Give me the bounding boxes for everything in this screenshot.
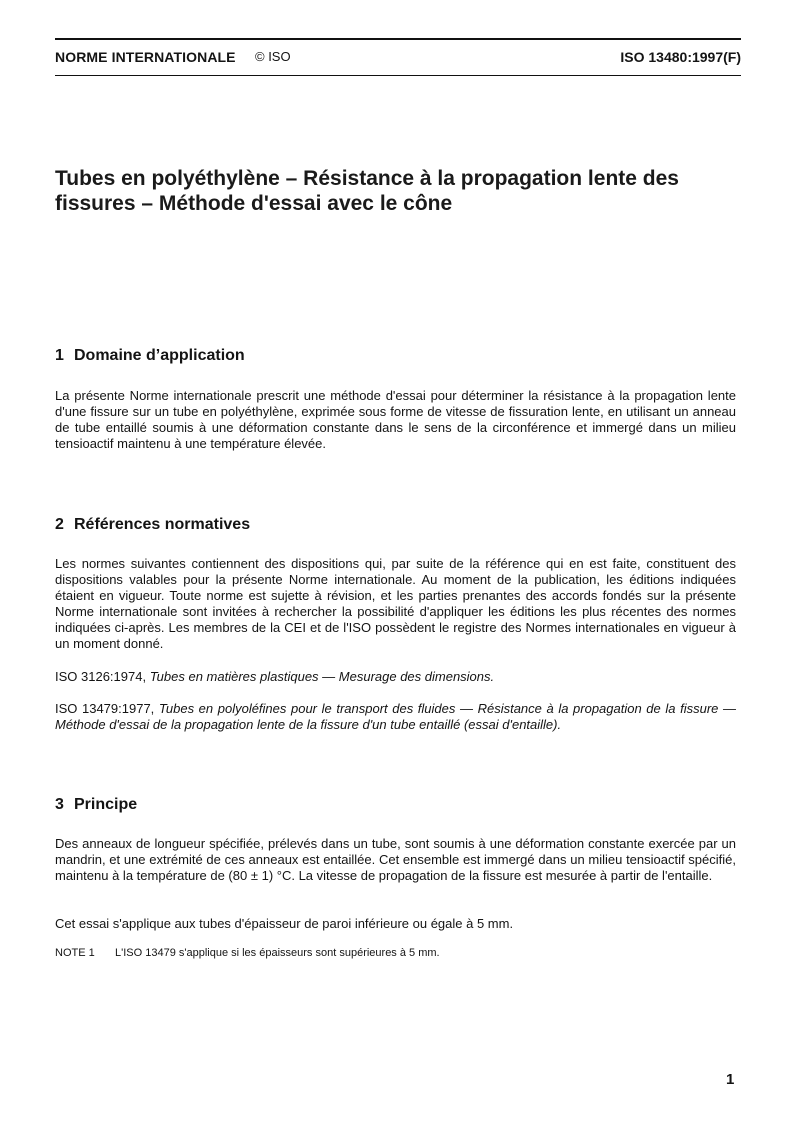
header-document-type: NORME INTERNATIONALE [55,49,236,65]
note-label: NOTE 1 [55,947,95,959]
section-2-heading [55,516,250,534]
page-number: 1 [726,1071,735,1088]
section-number: 3 [55,796,64,813]
section-number: 1 [55,347,64,364]
section-title: Principe [74,796,138,813]
reference-title: Tubes en polyoléfines pour le transport des fluides — Résistance à la propagation de la fissure — Méthode d'essai de la propagation lente de la fissure d'un tube entaillé (essai d'entaille). [55,701,736,732]
section-3-paragraph: Des anneaux de longueur spécifiée, prélevés dans un tube, sont soumis à une déformation constante exercée par un mandrin, et une extrémité de ces anneaux est entaillée. Cet ensemble est immergé dans un milieu tensioactif spécifié, maintenu à la température de (80 ± 1) °C. La vitesse de propagation de la fissure est mesurée à partir de l'entaille. [55,836,736,883]
section-title: Références normatives [74,516,251,533]
section-title: Domaine d’application [74,347,245,364]
reference-code: ISO 13479:1977, [55,701,155,716]
header-copyright: © ISO [255,49,291,64]
note [55,947,440,959]
page-header [55,38,741,76]
section-1-heading [55,347,245,365]
document-title: Tubes en polyéthylène – Résistance à la propagation lente des fissures – Méthode d'essai avec le cône [55,167,679,215]
reference-title: Tubes en matières plastiques — Mesurage des dimensions. [149,669,495,684]
note-text: L'ISO 13479 s'applique si les épaisseurs sont supérieures à 5 mm. [115,947,440,959]
section-3-heading [55,796,137,814]
section-2-paragraph: Les normes suivantes contiennent des dispositions qui, par suite de la référence qui en est faite, constituent des dispositions valables pour la présente Norme internationale. Au moment de la publication, les éditions indiquées étaient en vigueur. Toute norme est sujette à révision, et les parties prenantes des accords fondés sur la présente Norme internationale sont invitées à rechercher la possibilité d'appliquer les éditions les plus récentes des normes indiquées ci-après. Les membres de la CEI et de l'ISO possèdent le registre des Normes internationales en vigueur à un moment donné. [55,556,736,651]
reference-code: ISO 3126:1974, [55,669,147,684]
header-standard-number: ISO 13480:1997(F) [620,49,741,65]
section-1-paragraph: La présente Norme internationale prescrit une méthode d'essai pour déterminer la résistance à la propagation lente d'une fissure sur un tube en polyéthylène, exprimée sous forme de vitesse de fissuration lente, en utilisant un anneau de tube entaillé soumis à une déformation constante dans le sens de la circonférence et immergé dans un milieu tensioactif maintenu à une température élevée. [55,388,736,451]
normative-reference [55,669,736,685]
normative-reference [55,701,736,733]
section-number: 2 [55,516,64,533]
section-3-paragraph: Cet essai s'applique aux tubes d'épaisseur de paroi inférieure ou égale à 5 mm. [55,916,514,931]
